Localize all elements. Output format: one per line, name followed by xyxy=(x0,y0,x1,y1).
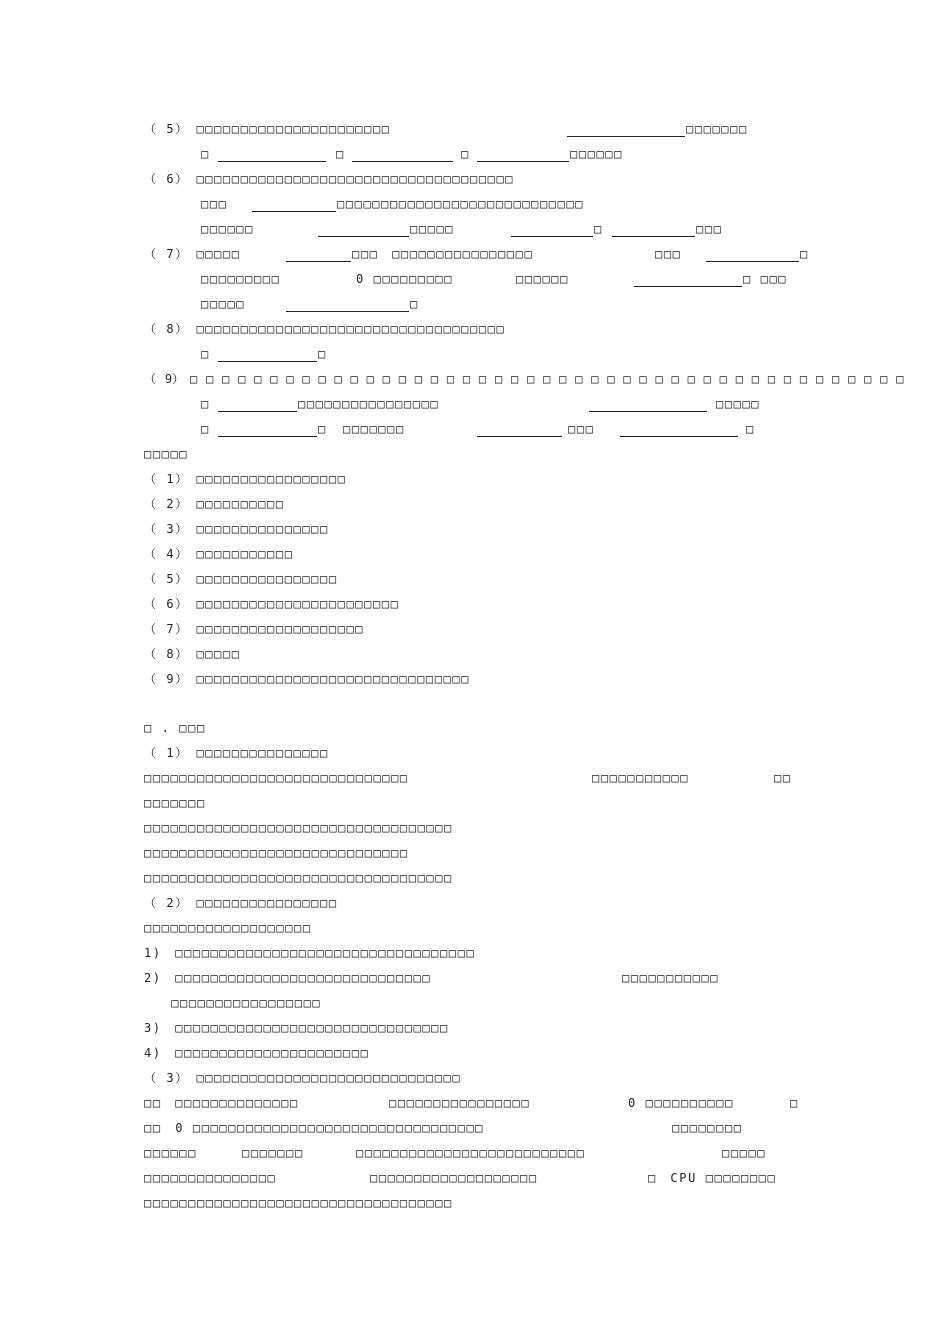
blank-underline xyxy=(286,311,409,312)
text-line: □□□□□□□□□□□□□□□□□□□□□□□□□□□□□□□□□□□ xyxy=(144,1196,453,1210)
text-line: （ 9） □ □ □ □ □ □ □ □ □ □ □ □ □ □ □ □ □ □ □ □ □ □ □ □ □ □ □ □ □ □ □ □ □ □ □ □ □ □ □ □ □ □ □ □ □ xyxy=(144,372,904,386)
list-item: 4) □□□□□□□□□□□□□□□□□□□□□□ xyxy=(144,1046,370,1060)
text-line: □□□□□□□□□□□□□□□□□□□□□□□□□□ xyxy=(356,1146,586,1160)
blank-underline xyxy=(612,236,695,237)
blank-underline xyxy=(218,436,317,437)
list-item: （ 7） □□□□□□□□□□□□□□□□□□□ xyxy=(144,622,365,636)
text-line: □□□□□□□□□ xyxy=(201,272,281,286)
list-item: 2) □□□□□□□□□□□□□□□□□□□□□□□□□□□□□ xyxy=(144,971,432,985)
blank-underline xyxy=(620,436,738,437)
text-line: □□□□□□□□□□□□□□□□□□□□□□□□□□□□ xyxy=(337,197,585,211)
text-line: □□□□□ xyxy=(201,297,246,311)
blank-underline xyxy=(706,261,799,262)
section-heading: □□□□□ xyxy=(144,447,189,461)
text-line: □□□□□□ xyxy=(201,222,254,236)
text-line: 0 □□□□□□□□□ xyxy=(356,272,454,286)
text-line: □□□□□□□□□□□ xyxy=(622,971,720,985)
text-line: □ xyxy=(201,347,210,361)
text-line: □ xyxy=(800,247,809,261)
text-line: □ xyxy=(336,147,345,161)
text-line: □□□ xyxy=(201,197,228,211)
text-line: □□□□□□□□□□□□□□□□□□□ xyxy=(144,921,312,935)
text-line: （ 5） □□□□□□□□□□□□□□□□□□□□□□ xyxy=(144,122,391,136)
text-line: □□□□□ xyxy=(716,397,761,411)
text-line: □□□□□□□□□□□□□□□□□□□□□□□□□□□□□□ xyxy=(144,846,409,860)
text-line: □ xyxy=(410,297,419,311)
blank-underline xyxy=(218,161,326,162)
text-line: □ □□□ xyxy=(743,272,788,286)
text-line: □ xyxy=(201,422,210,436)
text-line: □□□□□□□□□□□□□□□□□ xyxy=(144,996,322,1010)
text-line: □□ 0 □□□□□□□□□□□□□□□□□□□□□□□□□□□□□□□□□ xyxy=(144,1121,485,1135)
list-item: （ 6） □□□□□□□□□□□□□□□□□□□□□□□ xyxy=(144,597,400,611)
question-heading: （ 1） □□□□□□□□□□□□□□□ xyxy=(144,746,329,760)
text-line: 0 □□□□□□□□□□ xyxy=(628,1096,734,1110)
list-item: 1) □□□□□□□□□□□□□□□□□□□□□□□□□□□□□□□□□□ xyxy=(144,946,476,960)
text-line: □ xyxy=(594,222,603,236)
list-item: （ 4） □□□□□□□□□□□ xyxy=(144,547,294,561)
text-line: □□□□□□□□□□□ xyxy=(592,771,690,785)
text-line: □ xyxy=(318,347,327,361)
blank-underline xyxy=(352,161,453,162)
blank-underline xyxy=(286,261,351,262)
text-line: □ xyxy=(461,147,470,161)
blank-underline xyxy=(634,286,742,287)
blank-underline xyxy=(511,236,593,237)
list-item: （ 9） □□□□□□□□□□□□□□□□□□□□□□□□□□□□□□□ xyxy=(144,672,471,686)
text-line: □□ xyxy=(774,771,792,785)
blank-underline xyxy=(567,136,685,137)
text-line: □□□□□□□□□□□□□□□□□□□□□□□□□□□□□□□□□□□ xyxy=(144,821,453,835)
list-item: （ 1） □□□□□□□□□□□□□□□□□ xyxy=(144,472,347,486)
text-line: □□□ xyxy=(696,222,723,236)
text-line: □ CPU □□□□□□□□ xyxy=(648,1171,777,1185)
text-line: □□□□□□ xyxy=(144,1146,197,1160)
text-line: □□□□□□□□□□□□□□□□□□□□□□□□□□□□□□□□□□□ xyxy=(144,871,453,885)
text-line: □□□□□□□□□□□□□□□ xyxy=(144,1171,277,1185)
text-line: □□□□□□□□□□□□□□□□□□□ xyxy=(370,1171,538,1185)
list-item: 3) □□□□□□□□□□□□□□□□□□□□□□□□□□□□□□□ xyxy=(144,1021,449,1035)
text-line: □□□□□ xyxy=(410,222,455,236)
text-line: （ 7） □□□□□ xyxy=(144,247,241,261)
blank-underline xyxy=(477,436,562,437)
list-item: （ 5） □□□□□□□□□□□□□□□□ xyxy=(144,572,338,586)
blank-underline xyxy=(477,161,569,162)
question-heading: （ 3） □□□□□□□□□□□□□□□□□□□□□□□□□□□□□□ xyxy=(144,1071,462,1085)
list-item: （ 3） □□□□□□□□□□□□□□□ xyxy=(144,522,329,536)
list-item: （ 2） □□□□□□□□□□ xyxy=(144,497,285,511)
text-line: □ xyxy=(790,1096,799,1110)
text-line: □□□□□□ xyxy=(570,147,623,161)
text-line: □□□□□□□ xyxy=(144,796,206,810)
text-line: （ 8） □□□□□□□□□□□□□□□□□□□□□□□□□□□□□□□□□□□ xyxy=(144,322,506,336)
text-line: □□□□□□□ xyxy=(686,122,748,136)
blank-underline xyxy=(318,236,409,237)
text-line: □□ □□□□□□□□□□□□□□ xyxy=(144,1096,299,1110)
question-heading: （ 2） □□□□□□□□□□□□□□□□ xyxy=(144,896,338,910)
text-line: □ xyxy=(201,397,210,411)
text-line: □ xyxy=(746,422,755,436)
text-line: □□□ □□□□□□□□□□□□□□□□ xyxy=(352,247,534,261)
blank-underline xyxy=(589,411,707,412)
text-line: □□□□□□□□ xyxy=(672,1121,743,1135)
section-heading: □ . □□□ xyxy=(144,721,206,735)
text-line: □□□□□□□ xyxy=(242,1146,304,1160)
text-line: □□□□□□□□□□□□□□□□ xyxy=(389,1096,531,1110)
text-line: □ xyxy=(201,147,210,161)
list-item: （ 8） □□□□□ xyxy=(144,647,241,661)
blank-underline xyxy=(218,411,297,412)
text-line: □□□□□□□□□□□□□□□□□□□□□□□□□□□□□□ xyxy=(144,771,409,785)
blank-underline xyxy=(252,211,336,212)
text-line: □□□□□□□□□□□□□□□□ xyxy=(298,397,440,411)
text-line: □□□ xyxy=(568,422,595,436)
text-line: □□□ xyxy=(655,247,682,261)
blank-underline xyxy=(218,361,317,362)
text-line: □□□□□□ xyxy=(516,272,569,286)
text-line: □□□□□□□ xyxy=(343,422,405,436)
text-line: □ xyxy=(318,422,327,436)
text-line: □□□□□ xyxy=(722,1146,767,1160)
text-line: （ 6） □□□□□□□□□□□□□□□□□□□□□□□□□□□□□□□□□□□□ xyxy=(144,172,515,186)
